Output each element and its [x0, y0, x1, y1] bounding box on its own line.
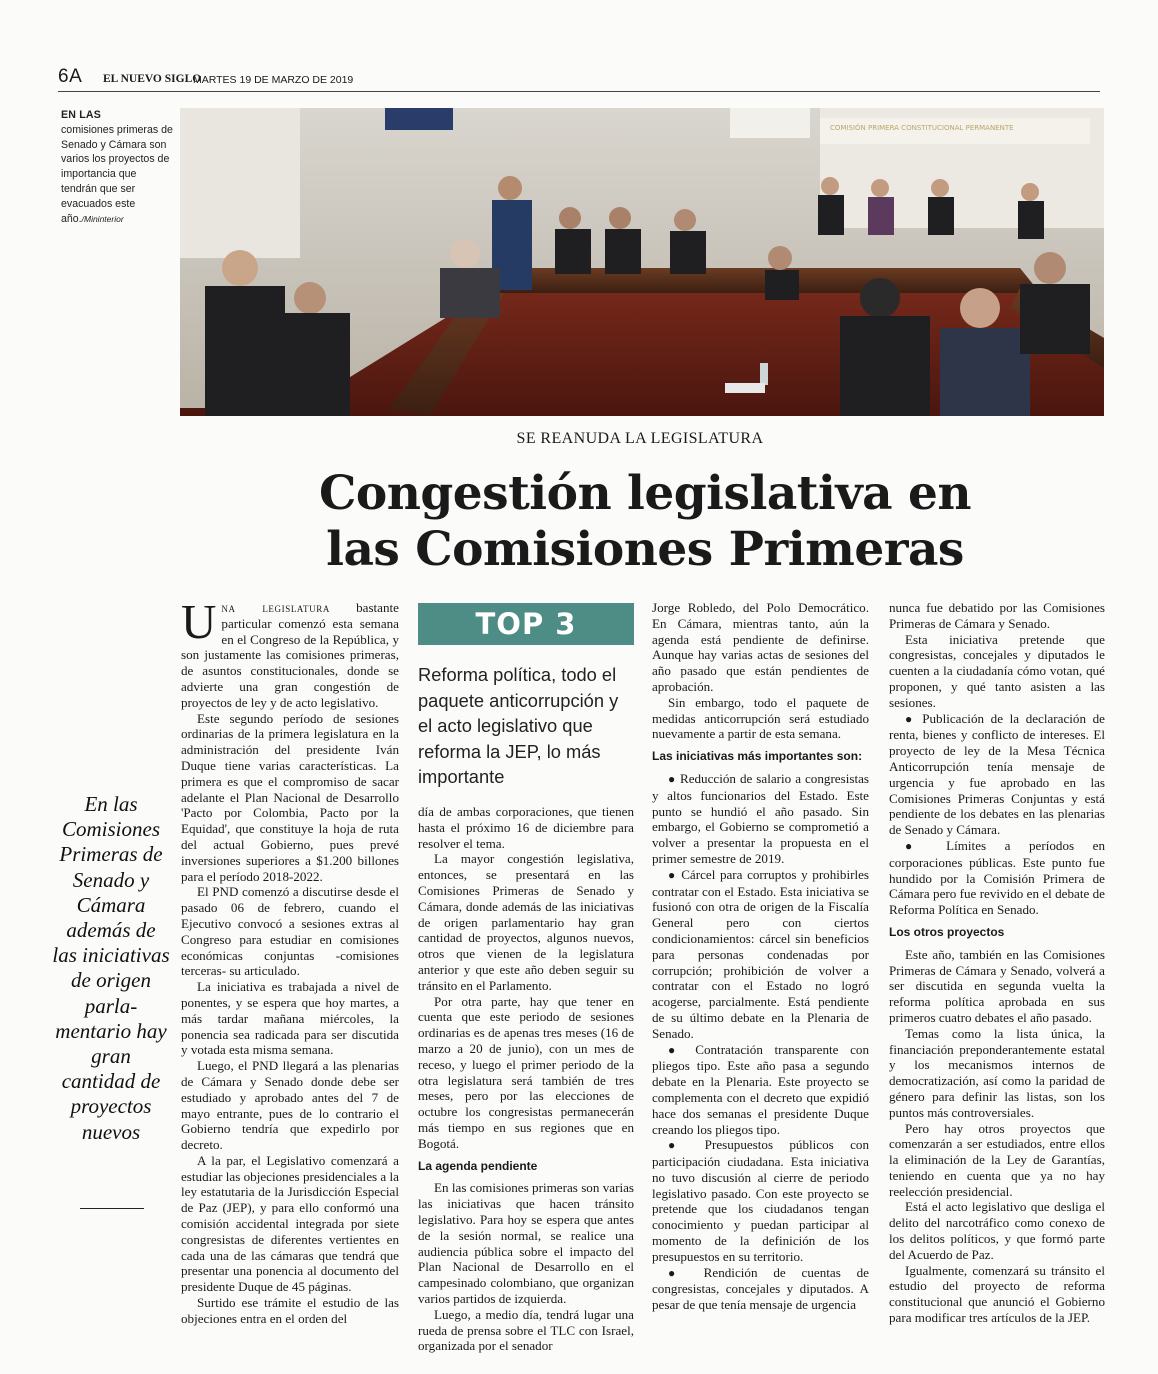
pull-quote-rule: [80, 1208, 144, 1209]
bullet-item: [652, 1137, 869, 1264]
paragraph: La iniciativa es trabajada a nivel de ponentes, y se espera que hoy martes, a más tardar mañana miércoles, la ponencia sea radicada para ser discutida y votada esta misma semana.: [181, 979, 399, 1058]
article-column-2: [418, 804, 634, 1354]
kicker: SE REANUDA LA LEGISLATURA: [516, 430, 764, 447]
paragraph: Esta iniciativa pretende que congresistas, concejales y diputados le cuenten a la ciudadanía cómo votan, qué proponen, y qué tanto asisten a las sesiones.: [889, 631, 1105, 710]
bullet-icon: ●: [905, 711, 916, 726]
newspaper-name: EL NUEVO SIGLO: [103, 73, 202, 85]
bullet-text: Límites a períodos en corporaciones públicas. Este punto fue hundido por la Comisión Primera de Cámara pero fue revivido en el debate de Reforma Política en Senado.: [889, 837, 1106, 918]
headline-line-2: las Comisiones Primeras: [326, 522, 964, 577]
photo-sign-text: COMISIÓN PRIMERA CONSTITUCIONAL PERMANENTE: [830, 124, 1014, 132]
article-column-4: [889, 600, 1105, 1326]
lead-first-words: na legislatura: [221, 600, 330, 615]
issue-date: MARTES 19 DE MARZO DE 2019: [193, 74, 354, 86]
header-rule: [58, 91, 1100, 92]
photo-credit: /Mininterior: [81, 213, 124, 224]
paragraph: Sin embargo, todo el paquete de medidas anticorrupción será estudiado nuevamente a partir de esta semana.: [652, 694, 869, 742]
paragraph: día de ambas corporaciones, que tienen hasta el próximo 16 de diciembre para resolver el tema.: [418, 804, 634, 851]
lead-text: bastante particular comenzó esta semana en el Congreso de la República, y son justamente las comisiones primeras, de asuntos constitucionales, donde se advierte una gran congestión de proyectos de ley y de acto legislativo.: [181, 600, 399, 710]
paragraph: Luego, el PND llegará a las plenarias de Cámara y Senado donde debe ser estudiado y aprobado antes del 7 de mayo entrante, pues de lo contrario el Gobierno tendría que expedirlo por decreto.: [181, 1058, 399, 1153]
bullet-icon: ●: [668, 867, 677, 882]
paragraph: nunca fue debatido por las Comisiones Primeras de Cámara y Senado.: [889, 600, 1105, 631]
paragraph: Este segundo período de sesiones ordinarias de la primera legislatura en la administración del presidente Iván Duque tiene varias características. La primera es que el compromiso de sacar adelante el Plan Nacional de Desarrollo 'Pacto por Colombia, Pacto por la Equidad', que constituye la hoja de ruta del actual Gobierno, pues prevé inversiones superiores a $1.200 billones para el período 2018-2022.: [181, 710, 399, 884]
subhead-iniciativas: Las iniciativas más importantes son:: [652, 749, 863, 764]
photo-caption: [61, 108, 173, 226]
top3-label: TOP 3: [475, 607, 577, 641]
paragraph: El PND comenzó a discutirse desde el pasado 06 de febrero, cuando el Ejecutivo convocó a sesiones extras al Congreso para estudiar en comisiones económicas conjuntas -comisiones terceras- su articulado.: [181, 884, 399, 979]
bullet-icon: ●: [905, 838, 928, 853]
paragraph: La mayor congestión legislativa, entonces, se presentará en las Comisiones Primeras de Senado y Cámara, donde además de las iniciativas de origen parlamentario hay gran cantidad de proyectos, algunos nuevos, otros que vienen de la legislatura anterior y que este año deben seguir su tránsito en el Parlamento.: [418, 851, 634, 993]
caption-text: comisiones primeras de Senado y Cámara son varios los proyectos de importancia que tendrán que ser evacuados este año.: [61, 123, 173, 225]
paragraph: Por otra parte, hay que tener en cuenta que este periodo de sesiones ordinarias es de apenas tres meses (16 de marzo a 20 de junio), con un mes de receso, y luego el primer periodo de la otra legislatura será también de tres meses, pero por las elecciones de octubre los congresistas permanecerán más tiempo en sus regiones que en Bogotá.: [418, 993, 634, 1151]
bullet-text: Publicación de la declaración de renta, bienes y conflicto de intereses. El proyecto de ley de la Mesa Técnica Anticorrupción tenía mensaje de urgencia y fue aprobado en las Comisiones Primeras Conjuntas y está pendiente de los debates en las plenarias de Senado y Cámara.: [889, 710, 1105, 838]
caption-lead: EN LAS: [61, 109, 102, 121]
top3-summary: Reforma política, todo el paquete anticorrupción y el acto legislativo que reforma la JEP, lo más importante: [418, 664, 619, 787]
top3-banner: [418, 603, 634, 645]
bullet-icon: ●: [668, 1042, 684, 1057]
bullet-text: Presupuestos públicos con participación ciudadana. Esta iniciativa no tuvo discusión al cierre de periodo legislativo pasado. Con este proyecto se pretende que los ciudadanos tengan conocimiento y puedan participar al momento de la definición de los presupuestos en su territorio.: [652, 1137, 870, 1264]
lead-paragraph: [181, 594, 399, 711]
paragraph: Surtido ese trámite el estudio de las objeciones entra en el orden del: [181, 1295, 399, 1326]
subhead-agenda: La agenda pendiente: [418, 1158, 538, 1173]
drop-cap: U: [181, 594, 217, 649]
paragraph: Igualmente, comenzará su tránsito el estudio del proyecto de reforma constitucional que anunció el Gobierno para modificar tres artículos de la JEP.: [889, 1262, 1105, 1326]
paragraph: Pero hay otros proyectos que comenzarán a ser estudiados, entre ellos la eliminación de la Ley de Garantías, teniendo en cuenta que ya no hay reelección presidencial.: [889, 1120, 1105, 1199]
bullet-text: Rendición de cuentas de congresistas, concejales y diputados. A pesar de que tenía mensaje de urgencia: [652, 1264, 869, 1313]
headline-line-1: Congestión legislativa en: [318, 466, 972, 521]
bullet-icon: ●: [668, 1265, 688, 1280]
bullet-item: [652, 771, 869, 867]
bullet-item: [652, 1265, 869, 1313]
paragraph: Jorge Robledo, del Polo Democrático. En Cámara, mientras tanto, aún la agenda está pendiente de definirse. Aunque hay varias actas de sesiones del año pasado que están pendientes de aprobación.: [652, 600, 869, 694]
bullet-item: [652, 867, 869, 1042]
subhead-otros: Los otros proyectos: [889, 924, 1005, 939]
paragraph: Temas como la lista única, la financiación preponderantemente estatal y los mecanismos internos de democratización, así como la paridad de género para definir las listas, son los puntos más controversiales.: [889, 1025, 1105, 1120]
bullet-text: Contratación transparente con pliegos tipo. Este año pasa a segundo debate en la Plenaria. Este proyecto se complementa con el decreto que expidió hace dos semanas el presidente Duque creando los pliegos tipo.: [652, 1041, 869, 1137]
article-column-3: [652, 600, 869, 1313]
bullet-item: [652, 1042, 869, 1138]
page-number: 6A: [58, 66, 83, 87]
paragraph: Está el acto legislativo que desliga el delito del narcotráfico como conexo de los delitos políticos, y que formó parte del Acuerdo de Paz.: [889, 1199, 1105, 1262]
paragraph: En las comisiones primeras son varias las iniciativas que hacen tránsito legislativo. Para hoy se espera que antes de la sesión normal, se realice una audiencia pública sobre el impacto del Plan Nacional de Desarrollo en el campesinado colombiano, que organizan varios partidos de izquierda.: [418, 1180, 634, 1306]
paragraph: Luego, a medio día, tendrá lugar una rueda de prensa sobre el TLC con Israel, organizada por el senador: [418, 1306, 634, 1354]
article-column-1: [181, 594, 399, 1327]
bullet-item: [889, 838, 1105, 918]
committee-session-photo: [180, 108, 1104, 416]
bullet-icon: ●: [668, 1138, 689, 1153]
pull-quote: En las Comisiones Primeras de Senado y Cámara además de las iniciativas de origen parla-mentario hay gran cantidad de proyectos nuevos: [52, 792, 170, 1144]
paragraph: A la par, el Legislativo comenzará a estudiar las objeciones presidenciales a la ley estatutaria de la Jurisdicción Especial de Paz (JEP), y para ello conformó una comisión accidental integrada por siete congresistas de diferentes vertientes en cada una de las cámaras que tendrá que presentar una ponencia al documento del presidente Duque de 45 páginas.: [181, 1152, 399, 1295]
bullet-text: Cárcel para corruptos y prohibirles contratar con el Estado. Esta iniciativa se fusionó con otra de origen de la Fiscalía General pero con ciertos condicionamientos: cárcel sin beneficios para personas condenadas por corrupción; prohibición de volver a contratar con el Estado no logró acogerse, parcialmente. Está pendiente de su último debate en la Plenaria de Senado.: [652, 866, 869, 1041]
bullet-text: Reducción de salario a congresistas y altos funcionarios del Estado. Este punto se hundió el año pasado. Sin embargo, el Gobierno se comprometió a volver a presentar la propuesta en el primer semestre de 2019.: [652, 770, 869, 866]
bullet-icon: ●: [668, 771, 676, 786]
bullet-item: [889, 711, 1105, 838]
headline: [250, 466, 1040, 578]
paragraph: Este año, también en las Comisiones Primeras de Cámara y Senado, volverá a ser discutida en segunda vuelta la reforma política aprobada en sus primeros cuatro debates el año pasado.: [889, 946, 1105, 1025]
